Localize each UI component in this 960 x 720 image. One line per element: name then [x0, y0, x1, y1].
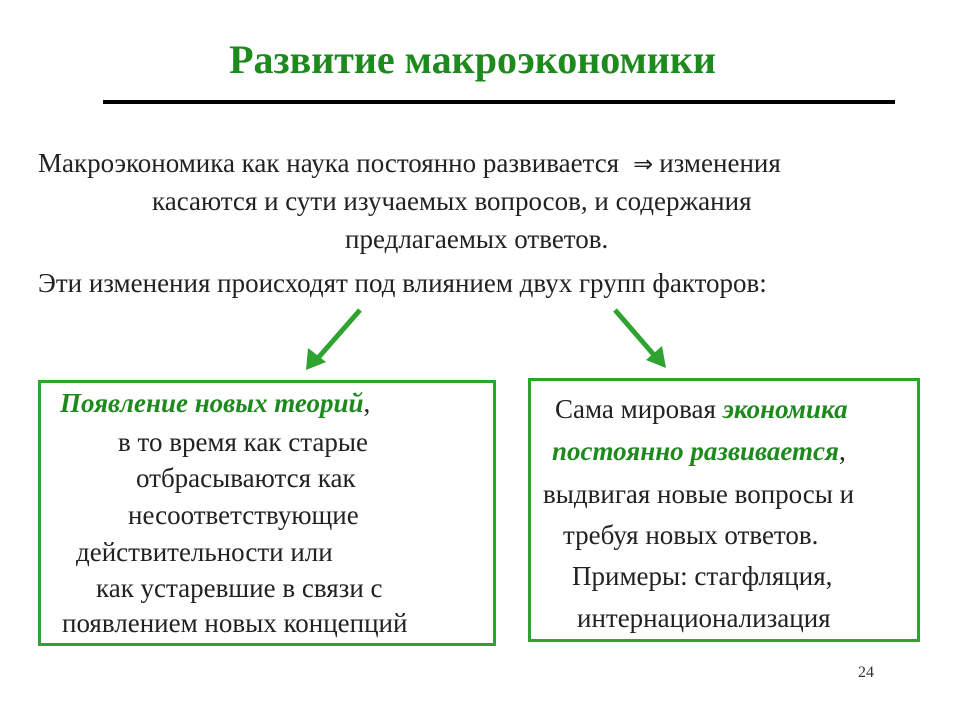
implies-icon: ⇒	[633, 150, 654, 178]
right-box-line-5: Примеры: стагфляция,	[572, 561, 833, 591]
right-box-line-6: интернационализация	[577, 603, 831, 633]
left-box-heading-comma: ,	[363, 388, 371, 418]
intro-line-1-end: изменения	[659, 148, 781, 178]
right-box-line-1-prefix: Сама мировая	[555, 394, 723, 424]
intro-line-1-start: Макроэкономика как наука постоянно развивается	[38, 148, 620, 178]
right-box-line-1-highlight: экономика	[722, 394, 848, 424]
left-box-line-5: как устаревшие в связи с	[96, 573, 383, 603]
left-box-heading-text: Появление новых теорий	[60, 388, 364, 418]
right-box-line-2	[552, 436, 846, 467]
page-number: 24	[858, 664, 874, 681]
left-box-line-3: несоответствующие	[128, 500, 359, 530]
right-box-line-2-highlight: постоянно развивается	[552, 436, 839, 466]
slide-title: Развитие макроэкономики	[229, 37, 716, 82]
left-box-line-4: действительности или	[76, 537, 333, 567]
intro-line-3: предлагаемых ответов.	[345, 224, 609, 254]
right-arrow-icon	[615, 310, 654, 355]
right-box-line-3: выдвигая новые вопросы и	[543, 479, 855, 509]
left-arrow-icon	[318, 310, 360, 358]
left-box-heading	[60, 388, 370, 419]
intro-line-4: Эти изменения происходят под влиянием двух групп факторов:	[38, 268, 767, 298]
intro-line-2: касаются и сути изучаемых вопросов, и содержания	[152, 186, 752, 216]
left-box-line-2: отбрасываются как	[136, 463, 356, 493]
right-box-line-2-suffix: ,	[838, 436, 846, 466]
right-box-line-4: требуя новых ответов.	[563, 520, 819, 550]
left-box-line-6: появлением новых концепций	[62, 608, 408, 638]
left-box-line-1: в то время как старые	[118, 427, 368, 457]
right-box-line-1	[555, 394, 848, 425]
